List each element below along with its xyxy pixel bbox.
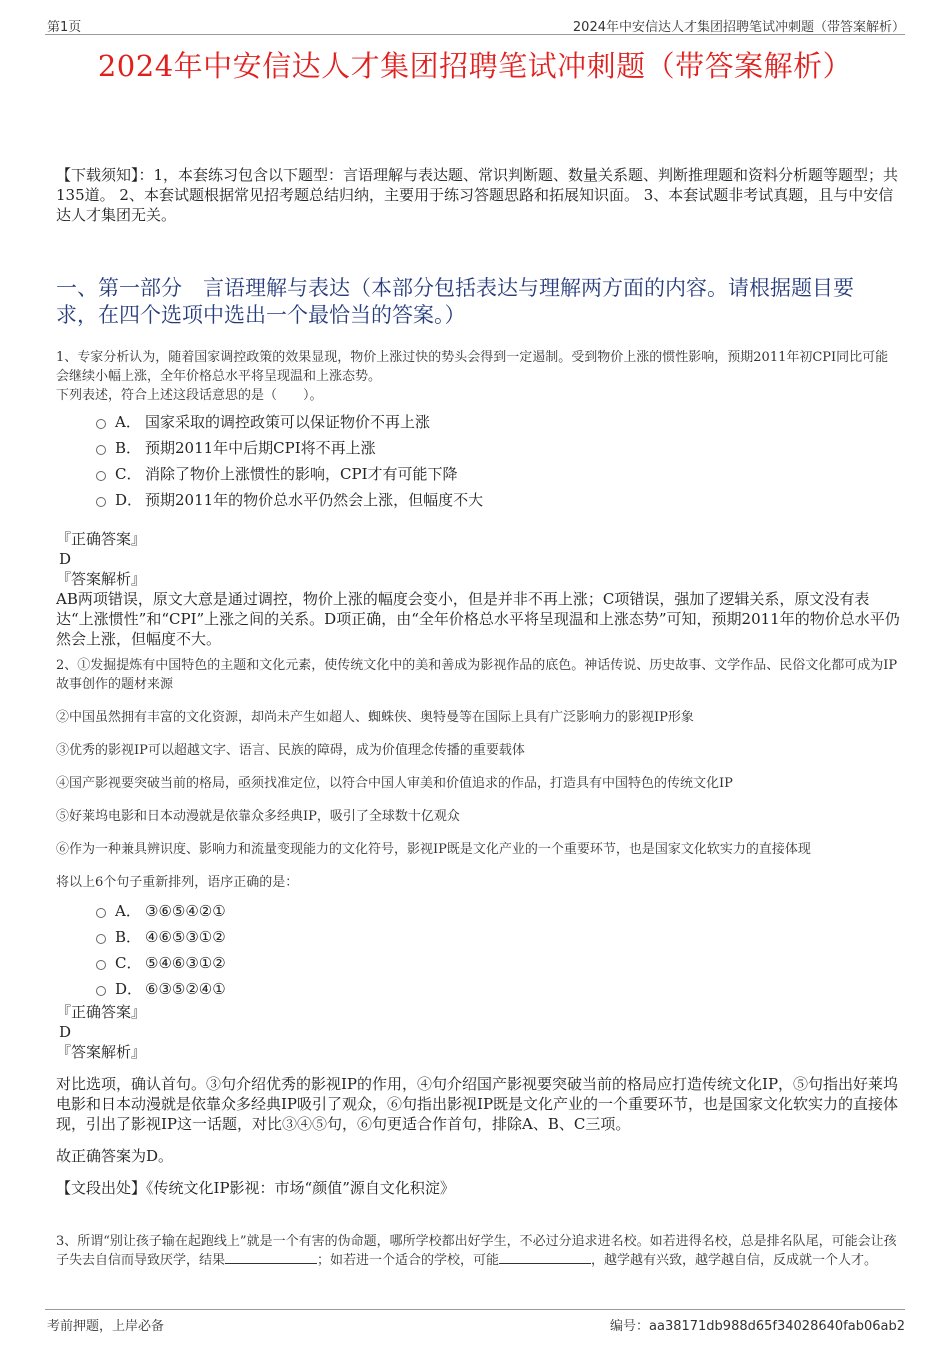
question-2-answer: D (59, 1023, 72, 1041)
question-2-statement: ④国产影视要突破当前的格局，亟须找准定位，以符合中国人审美和价值追求的作品，打造具有中国特色的传统文化IP (56, 776, 733, 791)
question-1 (56, 348, 901, 649)
correct-answer-label: 『正确答案』 (56, 1003, 147, 1021)
page-footer (45, 1309, 905, 1334)
radio-icon[interactable] (96, 908, 106, 918)
radio-icon[interactable] (96, 986, 106, 996)
question-1-option-c[interactable] (96, 461, 901, 487)
question-3-text-b: ；如若进一个适合的学校，可能 (317, 1253, 500, 1268)
option-text: 预期2011年的物价总水平仍然会上涨，但幅度不大 (145, 491, 484, 509)
radio-icon[interactable] (96, 934, 106, 944)
option-letter: A． (115, 902, 141, 920)
question-1-option-a[interactable] (96, 409, 901, 435)
question-2-option-a[interactable] (96, 898, 901, 924)
source-label: 【文段出处】 (56, 1179, 147, 1197)
option-letter: A． (115, 413, 141, 431)
option-letter: C． (115, 465, 142, 483)
question-2-statement: ②中国虽然拥有丰富的文化资源，却尚未产生如超人、蜘蛛侠、奥特曼等在国际上具有广泛影响力的影视IP形象 (56, 710, 694, 725)
source-text: 《传统文化IP影视：市场“颜值”源自文化积淀》 (146, 1179, 455, 1197)
question-2 (56, 656, 901, 1198)
option-letter: D． (115, 491, 143, 509)
analysis-label: 『答案解析』 (56, 1043, 147, 1061)
option-text: ③⑥⑤④②① (145, 902, 226, 920)
question-2-statement: ⑥作为一种兼具辨识度、影响力和流量变现能力的文化符号，影视IP既是文化产业的一个重要环节，也是国家文化软实力的直接体现 (56, 842, 811, 857)
option-text: ⑤④⑥③①② (145, 954, 226, 972)
question-2-statement: 2、①发掘提炼有中国特色的主题和文化元素，使传统文化中的美和善成为影视作品的底色。神话传说、历史故事、文学作品、民俗文化都可成为IP故事创作的题材来源 (56, 658, 898, 692)
option-text: 国家采取的调控政策可以保证物价不再上涨 (145, 413, 431, 431)
radio-icon[interactable] (96, 960, 106, 970)
download-notice: 【下载须知】：1，本套练习包含以下题型：言语理解与表达题、常识判断题、数量关系题、判断推理题和资料分析题等题型；共135道。 2、本套试题根据常见招考题总结归纳，主要用于练习答题思路和拓展知识面。 3、本套试题非考试真题，且与中安信达人才集团无关。 (56, 166, 899, 224)
answer-blank[interactable] (499, 1251, 591, 1264)
option-letter: B． (115, 439, 142, 457)
option-letter: D． (115, 980, 143, 998)
question-2-conclusion: 故正确答案为D。 (56, 1147, 174, 1165)
analysis-label: 『答案解析』 (56, 570, 147, 588)
answer-blank[interactable] (225, 1251, 317, 1264)
header-title: 2024年中安信达人才集团招聘笔试冲刺题（带答案解析） (572, 20, 905, 35)
option-text: 消除了物价上涨惯性的影响，CPI才有可能下降 (145, 465, 458, 483)
question-1-analysis: AB两项错误，原文大意是通过调控，物价上涨的幅度会变小，但是并非不再上涨；C项错误，强加了逻辑关系，原文没有表达“上涨惯性”和“CPI”上涨之间的关系。D项正确，由“全年价格总水平将呈现温和上涨态势”可知，预期2011年的物价总水平仍然会上涨，但幅度不大。 (56, 590, 900, 648)
question-2-option-b[interactable] (96, 924, 901, 950)
question-1-options (96, 409, 901, 513)
option-text: 预期2011年中后期CPI将不再上涨 (145, 439, 376, 457)
question-2-statement: ⑤好莱坞电影和日本动漫就是依靠众多经典IP，吸引了全球数十亿观众 (56, 809, 460, 824)
question-1-answer: D (59, 550, 72, 568)
option-letter: B． (115, 928, 142, 946)
question-2-options (96, 898, 901, 1002)
question-3-text (56, 1232, 901, 1270)
question-2-option-c[interactable] (96, 950, 901, 976)
question-3-text-a: 3、所谓“别让孩子输在起跑线上”就是一个有害的伪命题，哪所学校都出好学生，不必过分追求进名校。如若进得名校，总是排名队尾，可能会让孩子失去自信而导致厌学，结果 (56, 1234, 897, 1268)
option-text: ④⑥⑤③①② (145, 928, 226, 946)
question-2-statement: ③优秀的影视IP可以超越文字、语言、民族的障碍，成为价值理念传播的重要载体 (56, 743, 525, 758)
question-2-option-d[interactable] (96, 976, 901, 1002)
footer-slogan: 考前押题，上岸必备 (47, 1319, 165, 1334)
question-2-prompt: 将以上6个句子重新排列，语序正确的是： (56, 875, 299, 890)
question-3-text-c: ，越学越有兴致，越学越自信，反成就一个人才。 (591, 1253, 878, 1268)
question-3 (56, 1232, 901, 1270)
question-2-source (56, 1178, 901, 1198)
page-number: 第1页 (47, 20, 82, 35)
question-1-option-b[interactable] (96, 435, 901, 461)
page-header (45, 14, 905, 35)
option-letter: C． (115, 954, 142, 972)
radio-icon[interactable] (96, 497, 106, 507)
question-2-analysis: 对比选项，确认首句。③句介绍优秀的影视IP的作用，④句介绍国产影视要突破当前的格局应打造传统文化IP，⑤句指出好莱坞电影和日本动漫就是依靠众多经典IP吸引了观众，⑥句指出影视IP既是文化产业的一个重要环节，也是国家文化软实力的直接体现，引出了影视IP这一话题，对比③④⑤句，⑥句更适合作首句，排除A、B、C三项。 (56, 1075, 899, 1133)
correct-answer-label: 『正确答案』 (56, 530, 147, 548)
document-title: 2024年中安信达人才集团招聘笔试冲刺题（带答案解析） (97, 49, 853, 83)
radio-icon[interactable] (96, 419, 106, 429)
question-1-option-d[interactable] (96, 487, 901, 513)
section-title: 一、第一部分 言语理解与表达（本部分包括表达与理解两方面的内容。请根据题目要求，在四个选项中选出一个最恰当的答案。） (56, 276, 854, 327)
question-1-prompt: 下列表述，符合上述这段话意思的是（ ）。 (56, 388, 323, 403)
radio-icon[interactable] (96, 445, 106, 455)
question-1-text: 1、专家分析认为，随着国家调控政策的效果显现，物价上涨过快的势头会得到一定遏制。受到物价上涨的惯性影响，预期2011年初CPI同比可能会继续小幅上涨，全年价格总水平将呈现温和上涨态势。 (56, 350, 889, 384)
document-id: 编号：aa38171db988d65f34028640fab06ab2 (610, 1319, 905, 1334)
option-text: ⑥③⑤②④① (145, 980, 226, 998)
radio-icon[interactable] (96, 471, 106, 481)
